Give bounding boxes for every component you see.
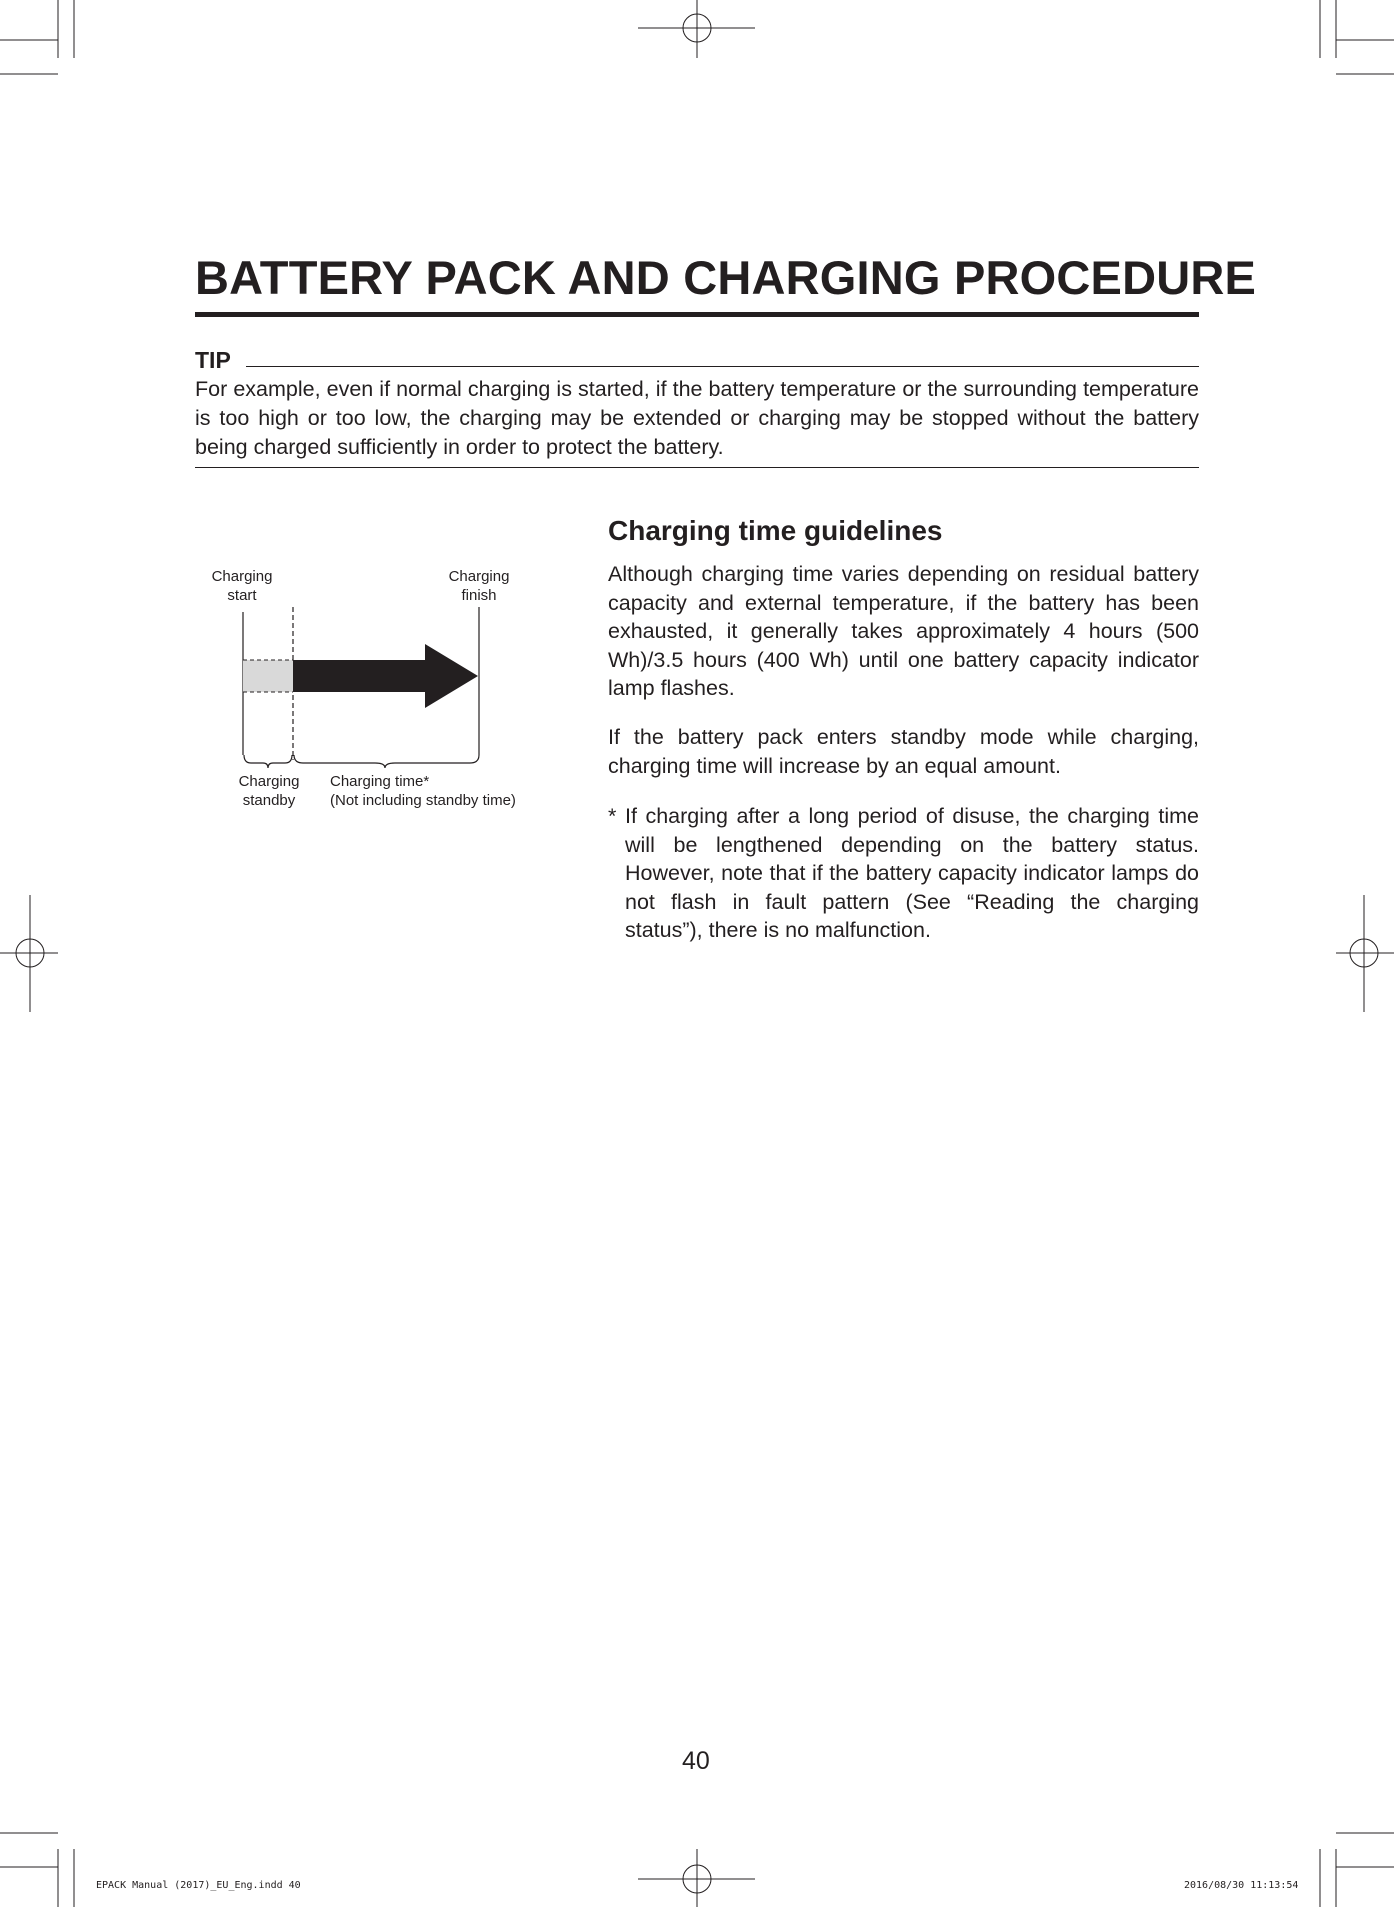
tip-rule-top	[246, 366, 1199, 367]
title-rule	[195, 312, 1199, 317]
slug-file-info: EPACK Manual (2017)_EU_Eng.indd 40	[96, 1880, 301, 1891]
charging-time-brace	[294, 755, 479, 768]
diagram-label-standby-1: Charging	[238, 773, 300, 790]
diagram-label-finish-1: Charging	[448, 568, 510, 585]
page-title: BATTERY PACK AND CHARGING PROCEDURE	[195, 251, 1257, 304]
slug-timestamp: 2016/08/30 11:13:54	[1184, 1880, 1299, 1891]
charging-time-diagram	[195, 555, 555, 825]
charging-arrow	[293, 644, 478, 708]
standby-paragraph: If the battery pack enters standby mode while charging, charging time will increase by an equal amount.	[608, 725, 1199, 778]
tip-label: TIP	[195, 347, 231, 373]
diagram-label-standby-2: standby	[242, 792, 296, 809]
diagram-label-finish-2: finish	[461, 587, 497, 604]
charging-time-paragraph: Although charging time varies depending on residual battery capacity and external temperature, if the battery has been exhausted, it generally takes approximately 4 hours (500 Wh)/3.5 hours (400 Wh) until one battery capacity indicator lamp flashes.	[608, 562, 1199, 700]
diagram-label-start-2: start	[227, 587, 257, 604]
tip-rule-bottom	[195, 467, 1199, 468]
diagram-label-start-1: Charging	[211, 568, 273, 585]
page-number: 40	[682, 1747, 710, 1775]
standby-brace	[244, 755, 292, 768]
tip-text: For example, even if normal charging is started, if the battery temperature or the surrounding temperature is too high or too low, the charging may be extended or charging may be stopped without the battery being charged sufficiently in order to protect the battery.	[195, 377, 1199, 459]
section-heading: Charging time guidelines	[608, 515, 943, 546]
footnote-text: If charging after a long period of disuse, the charging time will be lengthened depending on the battery status. However, note that if the battery capacity indicator lamps do not flash in fault pattern (See “Reading the charging status”), there is no malfunction.	[625, 804, 1199, 942]
diagram-label-time-2: (Not including standby time)	[330, 792, 516, 809]
standby-segment	[243, 660, 293, 692]
footnote-asterisk: *	[608, 804, 617, 828]
diagram-label-time-1: Charging time*	[330, 773, 430, 790]
